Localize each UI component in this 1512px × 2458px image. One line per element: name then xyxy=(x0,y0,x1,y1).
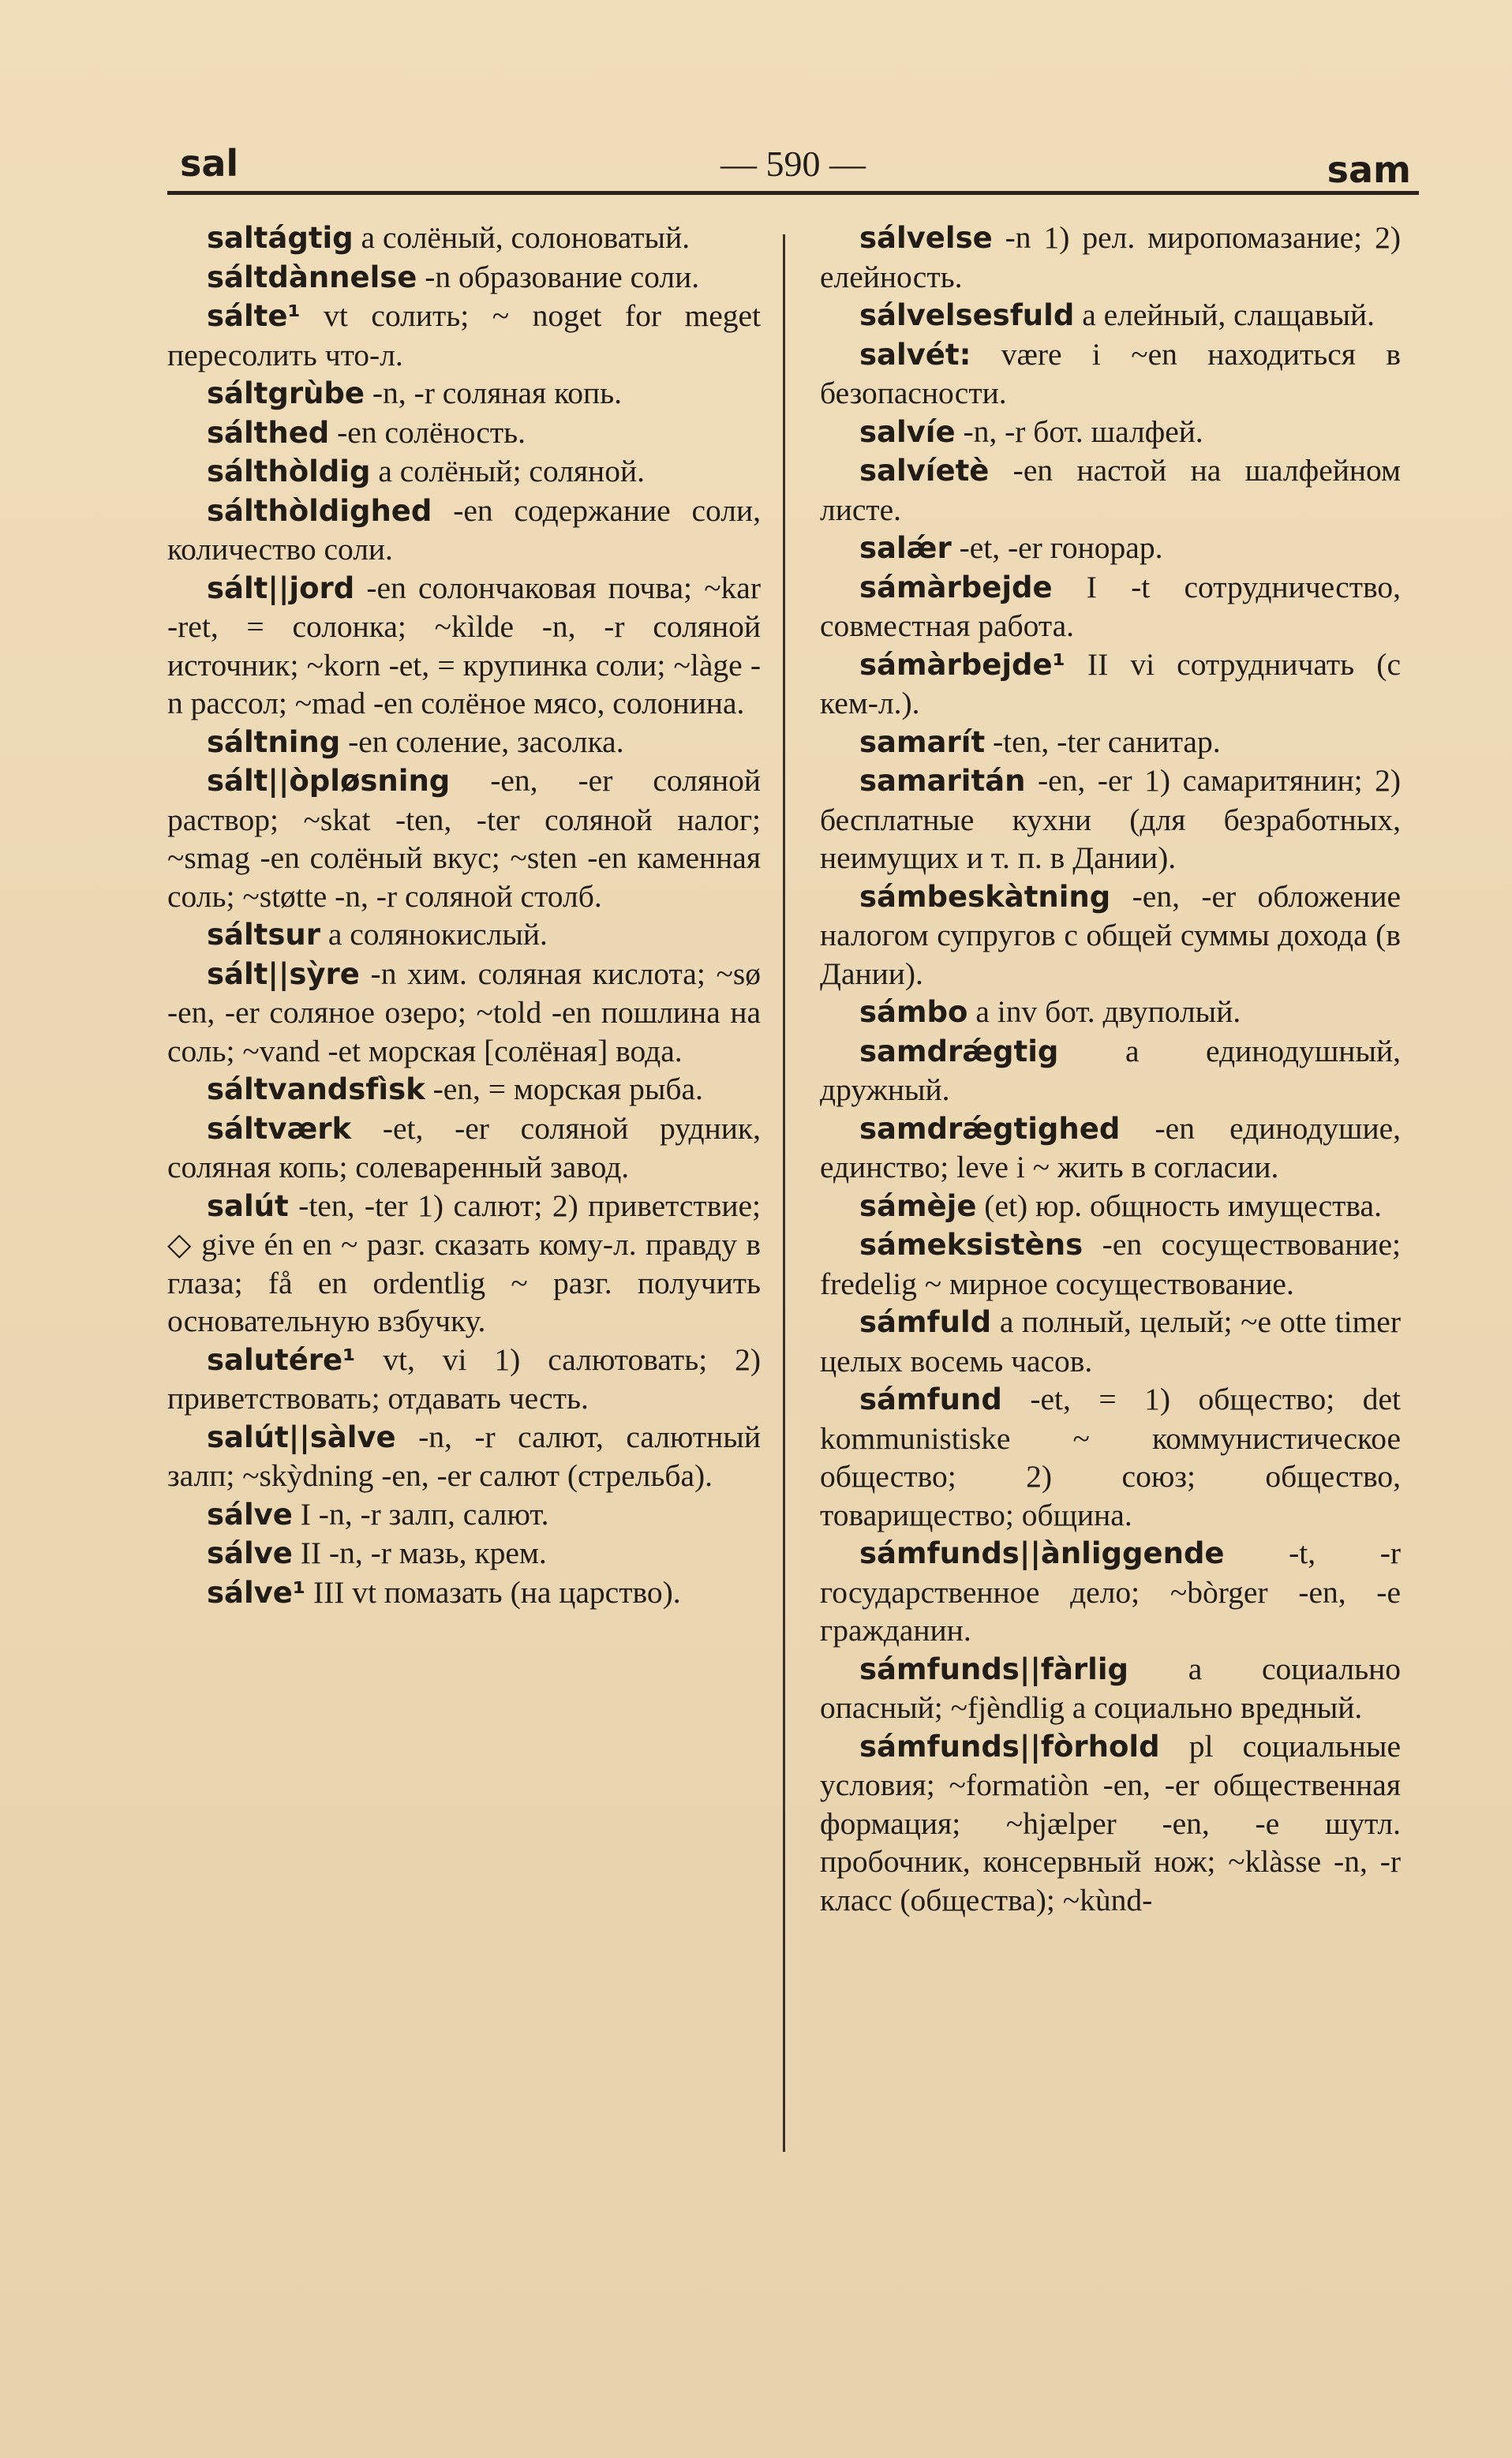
definition: (et) юр. общность имущества. xyxy=(976,1188,1382,1223)
dictionary-entry xyxy=(820,1534,1401,1650)
dictionary-entry xyxy=(167,413,761,453)
headword: sámfund xyxy=(859,1382,1002,1416)
headword: sámfunds||ànliggende xyxy=(859,1536,1225,1570)
definition: -n хим. соляная кислота; ~sø -en, -er соляное озеро; ~told -en пошлина на соль; ~vand -et морская [солёная] вода. xyxy=(167,956,761,1068)
dictionary-entry xyxy=(167,219,761,258)
dictionary-entry xyxy=(167,955,761,1071)
definition: a елейный, слащавый. xyxy=(1074,297,1375,332)
definition: -en, = морская рыба. xyxy=(425,1072,703,1106)
dictionary-entry xyxy=(167,1495,761,1535)
dictionary-entry xyxy=(167,1573,761,1613)
headword: samaritán xyxy=(859,764,1026,798)
definition: være i ~en находиться в безопасности. xyxy=(820,336,1401,410)
definition: II -n, -r мазь, крем. xyxy=(292,1536,547,1570)
dictionary-entry xyxy=(820,1109,1401,1187)
definition: -n, -r соляная копь. xyxy=(365,376,623,410)
headword: sáltdànnelse xyxy=(207,260,417,294)
headword: sáltgrùbe xyxy=(207,376,365,410)
headword: salút xyxy=(207,1188,289,1223)
headword: sámbo xyxy=(859,995,968,1029)
headword: samdrǽgtighed xyxy=(859,1111,1121,1146)
dictionary-entry xyxy=(167,374,761,413)
headword: sáltvandsfìsk xyxy=(207,1072,425,1106)
definition: -ten, -ter 1) салют; 2) приветствие; ◇ give én en ~ разг. сказать кому-л. правду в глаза; få en ordentlig ~ разг. получить основательную взбучку. xyxy=(167,1188,761,1338)
definition: -t, -r государственное дело; ~bòrger -en, -e гражданин. xyxy=(820,1536,1401,1648)
definition: -et, -er гонорар. xyxy=(951,530,1163,565)
dictionary-entry xyxy=(167,915,761,955)
definition: III vt помазать (на царство). xyxy=(305,1574,681,1610)
dictionary-entry xyxy=(167,723,761,762)
headword: sálve xyxy=(207,1536,293,1570)
page-header xyxy=(167,134,1419,191)
definition: -n образование соли. xyxy=(417,259,700,294)
headword: sámàrbejde xyxy=(859,570,1053,604)
definition: -n, -r салют, салютный залп; ~skỳdning -en, -er салют (стрельба). xyxy=(167,1419,761,1493)
dictionary-entry xyxy=(167,1187,761,1341)
definition: -ten, -ter санитар. xyxy=(985,724,1221,759)
definition: a солёный; соляной. xyxy=(370,454,645,488)
dictionary-entry xyxy=(820,296,1401,335)
definition: -en солончаковая почва; ~kar -ret, = солонка; ~kìlde -n, -r соляной источник; ~korn -et, = крупинка соли; ~làge -n рассол; ~mad -en солёное мясо, солонина. xyxy=(167,570,761,720)
definition: -n, -r бот. шалфей. xyxy=(955,413,1203,449)
definition: -en, -er соляной раствор; ~skat -ten, -ter соляной налог; ~smag -en солёный вкус; ~sten -en каменная соль; ~støtte -n, -r соляной столб. xyxy=(167,763,761,914)
definition: I -t сотрудничество, совместная работа. xyxy=(820,569,1401,643)
headword: sámeksistèns xyxy=(859,1228,1083,1262)
dictionary-entry xyxy=(820,761,1401,877)
dictionary-entry xyxy=(820,1303,1401,1380)
dictionary-entry xyxy=(820,645,1401,723)
dictionary-entry xyxy=(820,1727,1401,1920)
dictionary-entry xyxy=(820,1650,1401,1727)
headword: sálthed xyxy=(207,415,330,450)
headword: saltágtig xyxy=(207,221,354,255)
headword: salvét: xyxy=(859,337,971,372)
headword: sált||jord xyxy=(207,571,355,605)
definition: a единодушный, дружный. xyxy=(820,1033,1401,1107)
page-number: — 590 — xyxy=(720,144,866,184)
dictionary-entry xyxy=(820,1187,1401,1226)
dictionary-entry xyxy=(167,1418,761,1495)
right-column xyxy=(785,219,1401,2152)
dictionary-entry xyxy=(167,761,761,915)
dictionary-entry xyxy=(167,452,761,492)
dictionary-entry xyxy=(820,1225,1401,1303)
definition: II vi сотрудничать (с кем-л.). xyxy=(820,646,1401,720)
dictionary-entry xyxy=(820,1032,1401,1109)
dictionary-entry xyxy=(820,568,1401,645)
headword: sálthòldig xyxy=(207,455,371,488)
dictionary-entry xyxy=(167,569,761,723)
headword: sáltsur xyxy=(207,918,320,952)
running-head-left: sal xyxy=(180,142,239,185)
definition: -en содержание соли, количество соли. xyxy=(167,492,761,567)
headword: sámfunds||fòrhold xyxy=(859,1729,1160,1764)
definition: -en настой на шалфейном листе. xyxy=(820,453,1401,527)
headword: sáltværk xyxy=(207,1111,352,1146)
running-head-right: sam xyxy=(1327,148,1411,191)
definition: -en солёность. xyxy=(329,414,526,450)
dictionary-entry xyxy=(820,451,1401,529)
definition: -en единодушие, единство; leve i ~ жить в согласии. xyxy=(820,1110,1401,1184)
dictionary-entry xyxy=(820,335,1401,413)
definition: -en, -er 1) самаритянин; 2) бесплатные кухни (для безработных, неимущих и т. п. в Дании). xyxy=(820,763,1401,875)
definition: a солянокислый. xyxy=(320,917,548,952)
headword: sálvelsesfuld xyxy=(859,298,1075,332)
dictionary-entry xyxy=(820,529,1401,568)
definition: vt солить; ~ noget for meget пересолить что-л. xyxy=(167,298,761,372)
headword: sált||òpløsning xyxy=(207,764,451,798)
columns xyxy=(167,219,1419,2152)
definition: a социально опасный; ~fjèndlig a социально вредный. xyxy=(820,1651,1401,1725)
headword: salǽr xyxy=(859,531,952,565)
headword: samarít xyxy=(859,724,986,759)
headword: sálthòldighed xyxy=(207,493,432,528)
headword: sámbeskàtning xyxy=(859,879,1111,914)
dictionary-entry xyxy=(167,1534,761,1573)
dictionary-entry xyxy=(167,1070,761,1109)
headword: sámàrbejde¹ xyxy=(859,647,1065,682)
headword: sálve¹ xyxy=(207,1575,306,1610)
headword: samdrǽgtig xyxy=(859,1034,1059,1068)
dictionary-entry xyxy=(820,723,1401,762)
headword: sálve xyxy=(207,1497,293,1532)
definition: a inv бот. двуполый. xyxy=(967,994,1241,1029)
headword: salvíetè xyxy=(859,454,990,488)
dictionary-entry xyxy=(820,413,1401,452)
definition: -n 1) рел. миропомазание; 2) елейность. xyxy=(820,220,1401,294)
headword: salút||sàlve xyxy=(207,1420,396,1454)
dictionary-entry xyxy=(167,297,761,374)
definition: I -n, -r залп, салют. xyxy=(292,1496,549,1532)
definition: a солёный, солоноватый. xyxy=(353,220,691,255)
left-column xyxy=(167,219,783,2152)
dictionary-entry xyxy=(167,1341,761,1418)
dictionary-entry xyxy=(820,877,1401,993)
definition: -en, -er обложение налогом супругов с общей суммы дохода (в Дании). xyxy=(820,878,1401,991)
definition: -et, -er соляной рудник, соляная копь; солеваренный завод. xyxy=(167,1110,761,1184)
headword: sáltning xyxy=(207,724,341,759)
headword: sálvelse xyxy=(859,221,993,255)
definition: -et, = 1) общество; det kommunistiske ~ коммунистическое общество; 2) союз; общество, товарищество; община. xyxy=(820,1382,1401,1532)
dictionary-entry xyxy=(820,993,1401,1032)
definition: pl социальные условия; ~formatiòn -en, -er общественная формация; ~hjælper -en, -e шутл. пробочник, консервный нож; ~klàsse -n, -r класс (общества); ~kùnd- xyxy=(820,1728,1401,1917)
dictionary-entry xyxy=(167,1109,761,1187)
header-rule xyxy=(167,191,1419,195)
definition: a полный, целый; ~e otte timer целых восемь часов. xyxy=(820,1304,1401,1379)
headword: sált||sỳre xyxy=(207,956,360,991)
headword: sálte¹ xyxy=(207,299,301,333)
headword: sámfuld xyxy=(859,1305,992,1339)
dictionary-entry xyxy=(820,1380,1401,1534)
definition: -en соление, засолка. xyxy=(340,724,624,759)
dictionary-entry xyxy=(820,219,1401,296)
headword: sámèje xyxy=(859,1188,977,1223)
dictionary-entry xyxy=(167,492,761,569)
headword: salutére¹ xyxy=(207,1342,356,1377)
headword: salvíe xyxy=(859,414,956,449)
dictionary-entry xyxy=(167,258,761,297)
headword: sámfunds||fàrlig xyxy=(859,1652,1129,1686)
definition: vt, vi 1) салютовать; 2) приветствовать; отдавать честь. xyxy=(167,1341,761,1416)
definition: -en сосуществование; fredelig ~ мирное сосуществование. xyxy=(820,1227,1401,1301)
